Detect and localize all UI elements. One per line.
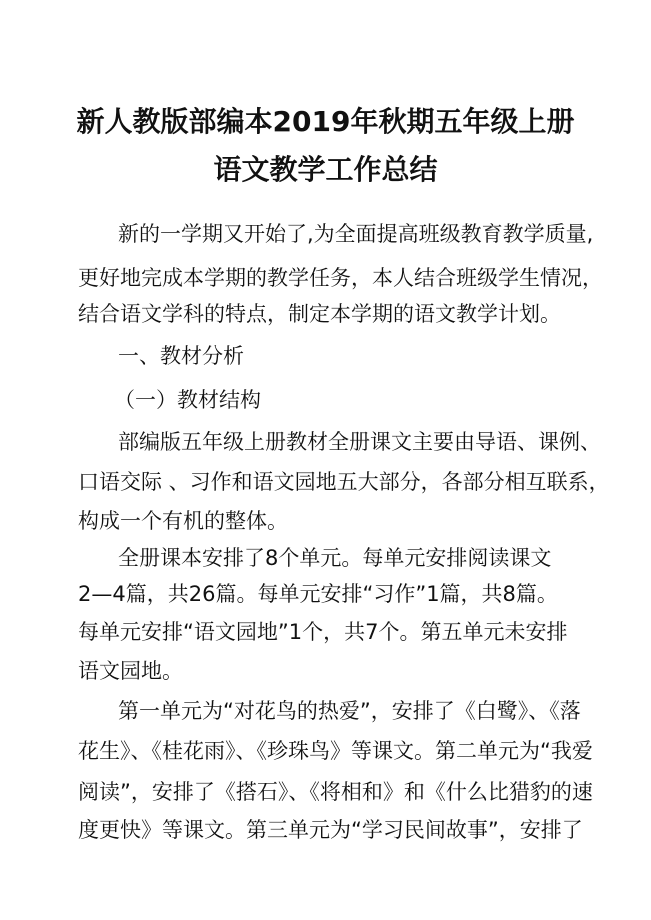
paragraph-structure-line-3: 构成一个有机的整体。: [78, 509, 288, 533]
paragraph-intro-line-1: 新的一学期又开始了,为全面提高班级教育教学质量,: [118, 222, 594, 246]
paragraph-intro-line-3: 结合语文学科的特点，制定本学期的语文教学计划。: [78, 302, 561, 326]
paragraph-first-unit-line-2: 花生》、《桂花雨》、《珍珠鸟》等课文。第二单元为“我爱: [78, 739, 593, 763]
paragraph-structure-line-2: 口语交际 、习作和语文园地五大部分，各部分相互联系，: [78, 470, 610, 494]
document-title-line-1: 新人教版部编本2019年秋期五年级上册: [76, 105, 575, 138]
section-heading: 一、教材分析: [118, 344, 244, 368]
paragraph-intro-line-2: 更好地完成本学期的教学任务，本人结合班级学生情况，: [78, 266, 603, 290]
paragraph-units-line-3: 每单元安排“语文园地”1个，共7个。第五单元未安排: [78, 620, 568, 644]
paragraph-first-unit-line-4: 度更快》等课文。第三单元为“学习民间故事”，安排了: [78, 818, 583, 842]
paragraph-units-line-2: 2—4篇，共26篇。每单元安排“习作”1篇，共8篇。: [78, 582, 558, 606]
paragraph-units-line-1: 全册课本安排了8个单元。每单元安排阅读课文: [118, 546, 552, 570]
subsection-heading: （一）教材结构: [114, 388, 261, 412]
paragraph-units-line-4: 语文园地。: [78, 659, 183, 683]
paragraph-first-unit-line-3: 阅读”，安排了《搭石》、《将相和》和《什么比猎豹的速: [78, 780, 593, 804]
document-title-line-2: 语文教学工作总结: [213, 153, 438, 186]
paragraph-structure-line-1: 部编版五年级上册教材全册课文主要由导语、课例、: [118, 430, 601, 454]
paragraph-first-unit-line-1: 第一单元为“对花鸟的热爱”，安排了《白鹭》、《落: [118, 699, 581, 723]
